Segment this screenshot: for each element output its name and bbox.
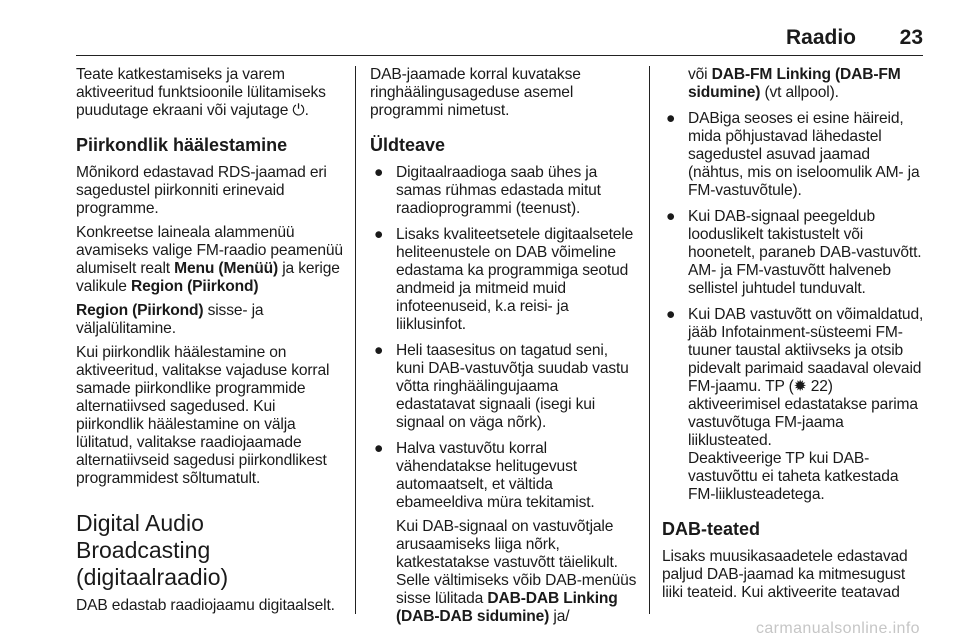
list-item-text: Halva vastuvõtu korral vähendatakse helitugevust automaatselt, et vältida ebameeldiva müra tekitamist. bbox=[396, 440, 595, 511]
paragraph: Teate katkestamiseks ja varem aktiveeritud funktsioonile lülitamiseks puudutage ekraani või vajutage ⏻. bbox=[76, 66, 326, 119]
menu-term: DAB-DAB Linking (DAB-DAB sidumine) bbox=[396, 590, 618, 625]
list-item-text: Lisaks kvaliteetsetele digitaalsetele heliteenustele on DAB võimeline edastama ka programmiga seotud andmeid ja mitmeid muid infoteenuseid, k.a reisi- ja liiklusinfot. bbox=[396, 226, 634, 333]
list-item bbox=[370, 440, 638, 512]
menu-term: Region (Piirkond) bbox=[131, 278, 259, 295]
list-item-text: DABiga seoses ei esine häireid, mida põhjustavad lähedastel sagedustel asuvad jaamad (nähtus, mis on iseloomulik AM- ja FM-vastuvõtule). bbox=[688, 110, 920, 199]
running-title: Raadio bbox=[785, 26, 856, 49]
bullet-icon: ● bbox=[374, 342, 384, 359]
list-item-continuation bbox=[662, 66, 924, 102]
bullet-icon: ● bbox=[374, 440, 384, 457]
section-heading-general: Üldteave bbox=[370, 135, 446, 155]
column-2 bbox=[370, 66, 638, 632]
column-divider bbox=[355, 66, 356, 614]
text: Kui DAB-signaal on vastuvõtjale arusaamiseks liiga nõrk, katkestatakse vastuvõtt täielikult. Selle vältimiseks võib DAB-menüüs sisse lülitada bbox=[396, 518, 637, 607]
paragraph: Mõnikord edastavad RDS-jaamad eri sagedustel piirkonniti erinevaid programme. bbox=[76, 164, 327, 217]
menu-term: Menu (Menüü) bbox=[174, 260, 279, 277]
paragraph bbox=[76, 302, 344, 338]
text: ja kerige valikule bbox=[76, 260, 340, 295]
column-1 bbox=[76, 66, 344, 621]
list-item bbox=[370, 226, 638, 334]
list-item bbox=[662, 208, 924, 298]
list-item-text: Heli taasesitus on tagatud seni, kuni DAB-vastuvõtja suudab vastu võtta ringhäälingujaama edastatavat signaali (isegi kui signaal on väga nõrk). bbox=[396, 342, 629, 431]
text: ja/ bbox=[549, 608, 570, 625]
bullet-icon: ● bbox=[666, 306, 676, 323]
page-number: 23 bbox=[899, 26, 923, 49]
paragraph: Kui piirkondlik häälestamine on aktiveeritud, valitakse vajaduse korral samade piirkondlike programmide alternatiivsed sagedused. Kui piirkondlik häälestamine on välja lülitatud, valitakse raadiojaamade alternatiivseid sagedusi piirkondlikest programmidest sõltumatult. bbox=[76, 344, 330, 487]
list-item bbox=[662, 110, 924, 200]
bullet-list bbox=[370, 164, 638, 512]
paragraph: DAB-jaamade korral kuvatakse ringhäälingusageduse asemel programmi nimetust. bbox=[370, 66, 581, 119]
column-3 bbox=[662, 66, 924, 608]
text: (vt allpool). bbox=[760, 84, 839, 101]
paragraph: DAB edastab raadiojaamu digitaalselt. bbox=[76, 597, 335, 614]
section-heading-regional: Piirkondlik häälestamine bbox=[76, 135, 288, 155]
list-item-continuation bbox=[370, 518, 638, 626]
bullet-icon: ● bbox=[666, 208, 676, 225]
list-item-text: Digitaalraadioga saab ühes ja samas rühmas edastada mitut raadioprogrammi (teenust). bbox=[396, 164, 601, 217]
menu-term: Region (Piirkond) bbox=[76, 302, 204, 319]
list-item-continuation: Deaktiveerige TP kui DAB-vastuvõttu ei taheta katkestada FM-liiklusteadetega. bbox=[688, 450, 899, 503]
list-item bbox=[370, 164, 638, 218]
chapter-heading-dab: Digital Audio Broadcasting (digitaalraadio) bbox=[76, 510, 229, 590]
bullet-list bbox=[662, 110, 924, 450]
column-divider bbox=[649, 66, 650, 614]
paragraph: Lisaks muusikasaadetele edastavad paljud DAB-jaamad ka mitmesugust liiki teateid. Kui aktiveerite teatavad bbox=[662, 548, 908, 601]
bullet-icon: ● bbox=[374, 164, 384, 181]
paragraph bbox=[76, 224, 344, 296]
list-item bbox=[662, 306, 924, 450]
menu-term: DAB-FM Linking (DAB-FM sidumine) bbox=[688, 66, 901, 101]
text: sisse- ja väljalülitamine. bbox=[76, 302, 264, 337]
text: või bbox=[688, 66, 712, 83]
section-heading-announcements: DAB-teated bbox=[662, 519, 761, 539]
list-item bbox=[370, 342, 638, 432]
text: Konkreetse laineala alammenüü avamiseks valige FM-raadio peamenüü alumiselt realt bbox=[76, 224, 343, 277]
bullet-icon: ● bbox=[374, 226, 384, 243]
bullet-icon: ● bbox=[666, 110, 676, 127]
list-item-text: Kui DAB vastuvõtt on võimaldatud, jääb Infotainment-süsteemi FM-tuuner taustal aktiivseks ja otsib pidevalt parimaid saadaval olevaid FM-jaamu. TP (✹ 22) aktiveerimisel edastatakse parima vastuvõtuga FM-jaama liiklusteated. bbox=[688, 306, 924, 449]
watermark: carmanualsonline.info bbox=[755, 620, 920, 637]
list-item-text: Kui DAB-signaal peegeldub looduslikelt takistustelt või hoonetelt, paraneb DAB-vastuvõtt. AM- ja FM-vastuvõtt halveneb sellistel juhtudel tunduvalt. bbox=[688, 208, 922, 297]
header-rule bbox=[76, 55, 923, 56]
page-header bbox=[0, 0, 960, 60]
